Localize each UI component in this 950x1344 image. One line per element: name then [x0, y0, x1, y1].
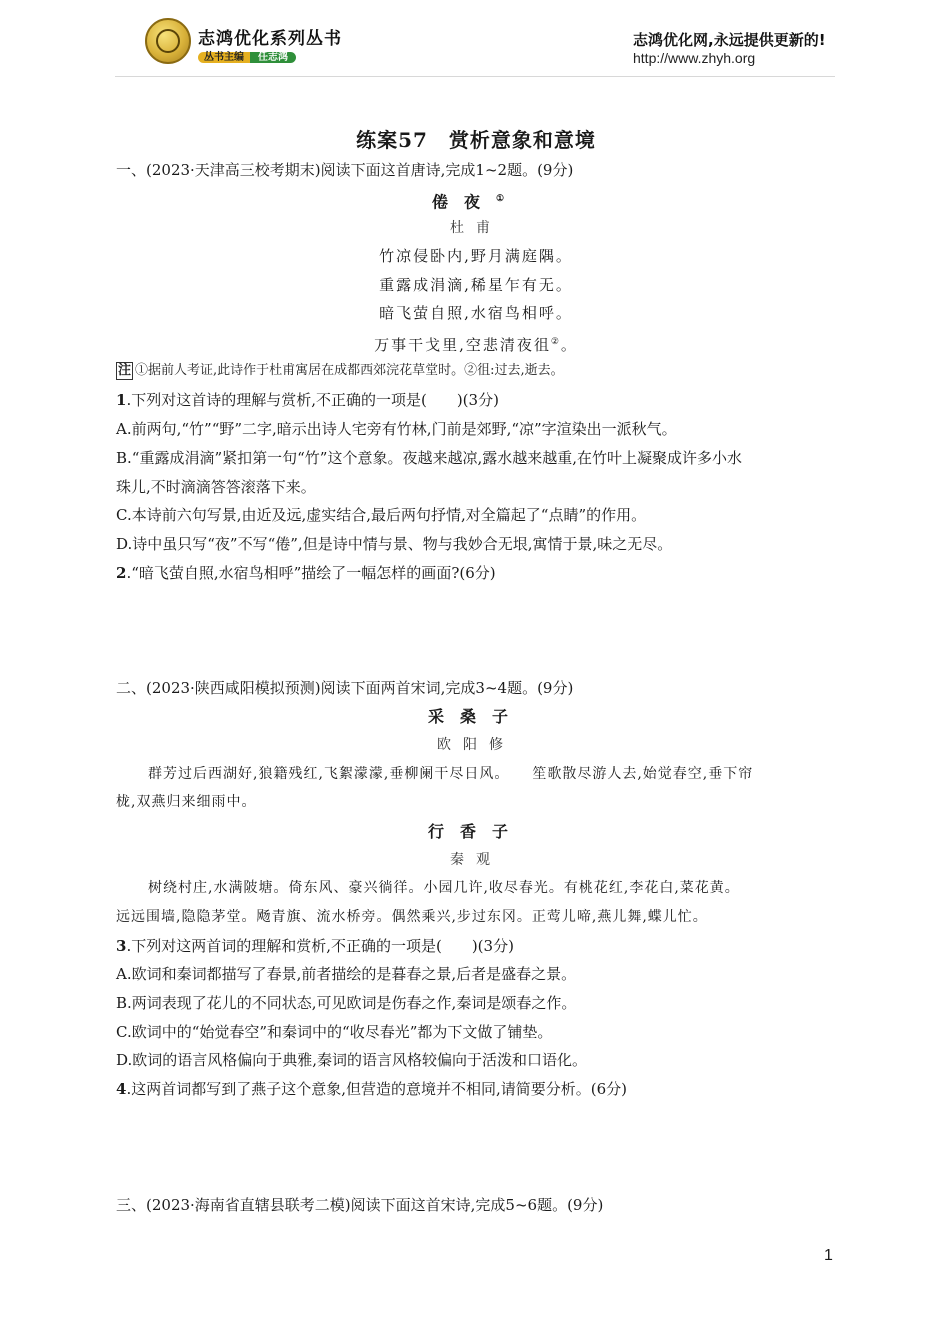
ci1-body-line: 栊,双燕归来细雨中。	[116, 794, 257, 810]
footnote: 注 ①据前人考证,此诗作于杜甫寓居在成都西郊浣花草堂时。②徂:过去,逝去。	[118, 363, 564, 378]
section1-heading: 一、(2023·天津高三校考期末)阅读下面这首唐诗,完成1~2题。(9分)	[116, 161, 574, 179]
option-d: D.诗中虽只写“夜”不写“倦”,但是诗中情与景、物与我妙合无垠,寓情于景,味之无尽。	[116, 535, 673, 553]
question-2: 2.“暗飞萤自照,水宿鸟相呼”描绘了一幅怎样的画面?(6分)	[116, 564, 496, 582]
ci2-body-line: 远远围墙,隐隐茅堂。飏青旗、流水桥旁。偶然乘兴,步过东冈。正莺儿啼,燕儿舞,蝶儿忙。	[116, 909, 708, 925]
option-c: C.欧词中的“始觉春空”和秦词中的“收尽春光”都为下文做了铺垫。	[116, 1023, 553, 1041]
section3-heading: 三、(2023·海南省直辖县联考二模)阅读下面这首宋诗,完成5~6题。(9分)	[116, 1196, 604, 1214]
page-number: 1	[824, 1247, 833, 1264]
question-1: 1.下列对这首诗的理解与赏析,不正确的一项是( )(3分)	[116, 391, 499, 409]
option-a: A.欧词和秦词都描写了春景,前者描绘的是暮春之景,后者是盛春之景。	[116, 965, 577, 983]
ci1-title: 采桑子	[427, 707, 524, 726]
page-title: 练案57 赏析意象和意境	[356, 128, 596, 152]
option-b: B.两词表现了花儿的不同状态,可见欧词是伤春之作,秦词是颂春之作。	[116, 994, 577, 1012]
footnote-ref: ②	[550, 337, 561, 347]
question-3: 3.下列对这两首词的理解和赏析,不正确的一项是( )(3分)	[116, 937, 514, 955]
editor-tag: 丛书主编	[198, 52, 250, 63]
ci2-title: 行香子	[427, 822, 524, 841]
ci1-author: 欧阳修	[437, 737, 515, 753]
footnote-ref: ①	[495, 194, 521, 204]
option-b: B.“重露成涓滴”紧扣第一句“竹”这个意象。夜越来越凉,露水越来越重,在竹叶上凝聚成许多小水	[116, 449, 743, 467]
header-divider	[115, 76, 835, 77]
option-c: C.本诗前六句写景,由近及远,虚实结合,最后两句抒情,对全篇起了“点睛”的作用。	[116, 506, 647, 524]
option-d: D.欧词的语言风格偏向于典雅,秦词的语言风格较偏向于活泼和口语化。	[116, 1051, 588, 1069]
poem-line: 万事干戈里,空悲清夜徂②。	[374, 336, 578, 354]
option-b-cont: 珠儿,不时滴滴答答滚落下来。	[116, 478, 316, 496]
poem-title: 倦夜①	[431, 192, 521, 212]
series-logo-icon	[145, 18, 191, 64]
poem-line: 竹凉侵卧内,野月满庭隅。	[379, 247, 573, 265]
editor-name: 任志鸿	[250, 52, 296, 63]
page-header	[0, 0, 950, 80]
note-label: 注	[118, 363, 132, 378]
site-url[interactable]: http://www.zhyh.org	[633, 50, 756, 66]
ci2-author: 秦观	[450, 852, 502, 868]
ci1-body-line: 群芳过后西湖好,狼籍残红,飞絮濛濛,垂柳阑干尽日风。 笙歌散尽游人去,始觉春空,垂下帘	[148, 766, 754, 782]
question-4: 4.这两首词都写到了燕子这个意象,但营造的意境并不相同,请简要分析。(6分)	[116, 1080, 627, 1098]
ci2-body-line: 树绕村庄,水满陂塘。倚东风、豪兴徜徉。小园几许,收尽春光。有桃花红,李花白,菜花黄。	[148, 880, 740, 896]
site-slogan: 志鸿优化网,永远提供更新的!	[633, 31, 826, 49]
poem-line: 暗飞萤自照,水宿鸟相呼。	[379, 304, 573, 322]
poem-line: 重露成涓滴,稀星乍有无。	[379, 276, 573, 294]
series-editor	[198, 48, 296, 62]
poem-author: 杜甫	[450, 220, 502, 236]
series-title: 志鸿优化系列丛书	[198, 29, 342, 49]
option-a: A.前两句,“竹”“野”二字,暗示出诗人宅旁有竹林,门前是郊野,“凉”字渲染出一派秋气。	[116, 420, 677, 438]
section2-heading: 二、(2023·陕西咸阳模拟预测)阅读下面两首宋词,完成3~4题。(9分)	[116, 679, 574, 697]
